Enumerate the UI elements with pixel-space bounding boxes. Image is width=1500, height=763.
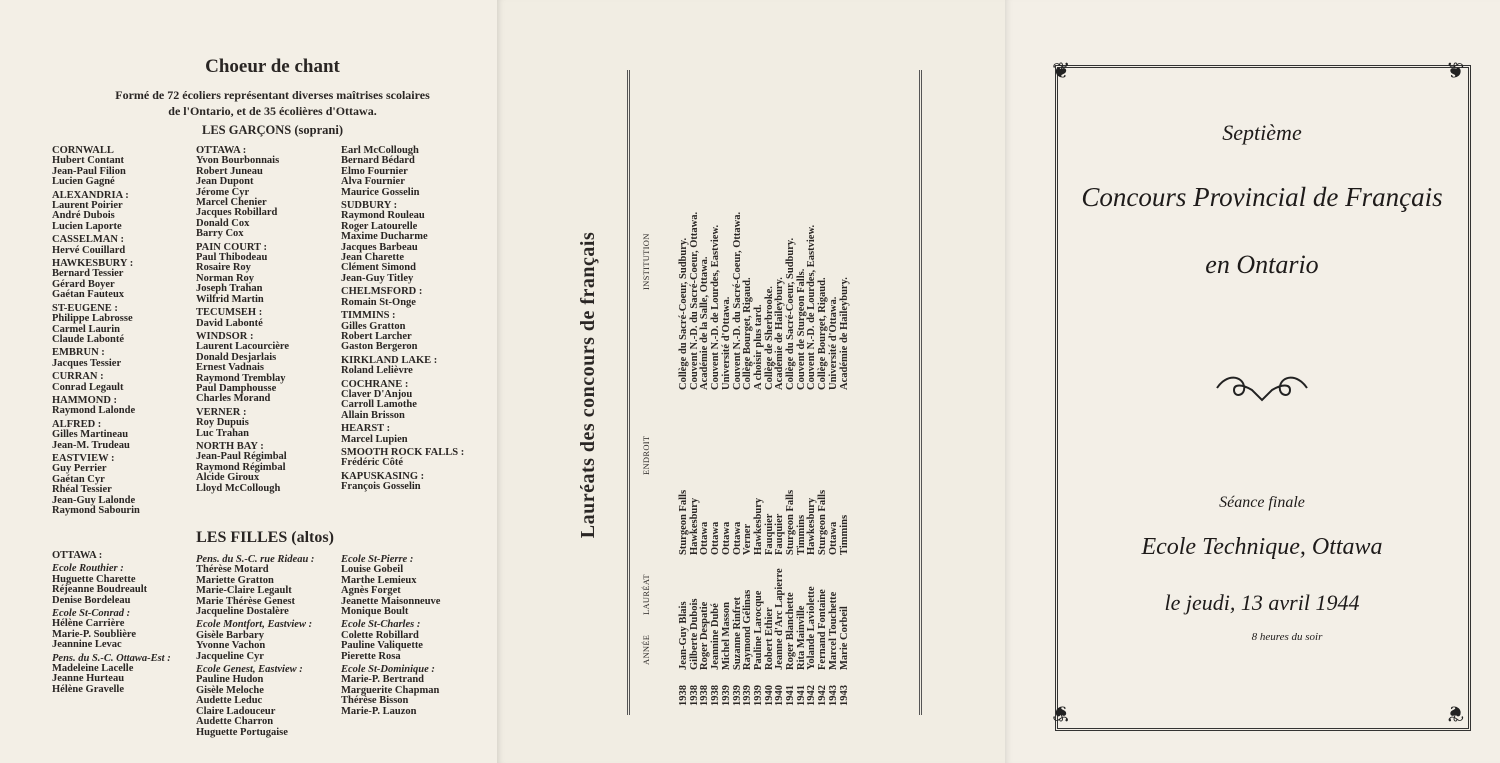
singer-name: Gisèle Barbary	[196, 629, 264, 641]
row-place: Ottawa	[827, 521, 839, 555]
choir-group	[196, 442, 289, 494]
singer-name: Louise Gobeil	[341, 564, 404, 576]
singer-name: Hélène Gravelle	[52, 683, 125, 695]
group-heading: VERNER :	[196, 406, 247, 418]
singer-name: Thérèse Motard	[196, 564, 269, 576]
group-heading: Pens. du S.-C. Ottawa-Est :	[52, 652, 171, 664]
group-heading: Ecole St-Charles :	[341, 619, 421, 631]
row-place: Fauquier	[763, 513, 775, 555]
singer-name: Marguerite Chapman	[341, 684, 440, 696]
singer-name: Ernest Vadnais	[196, 362, 264, 374]
group-heading: COCHRANE :	[341, 378, 409, 390]
singer-name: Jean-Paul Filion	[52, 165, 126, 177]
choir-group	[52, 609, 171, 651]
group-heading: Ecole Routhier :	[52, 563, 124, 575]
table-row	[764, 55, 775, 715]
row-laureate: Roger Blanchette	[785, 592, 796, 670]
group-heading: SMOOTH ROCK FALLS :	[341, 446, 465, 458]
row-institution: Université d'Ottawa.	[827, 296, 839, 390]
row-place: Sturgeon Falls	[678, 489, 689, 555]
choir-group	[341, 555, 440, 617]
choir-title: Choeur de chant	[205, 56, 340, 77]
corner-flourish-icon: ❦	[1446, 701, 1465, 726]
row-laureate: Roger Despatie	[699, 601, 711, 670]
row-institution: Collège du Sacré-Coeur, Sudbury.	[785, 237, 796, 390]
singer-name: Pauline Hudon	[196, 674, 264, 686]
choir-group	[341, 146, 464, 198]
singer-name: Joseph Trahan	[196, 283, 263, 295]
singer-name: Claude Labonté	[52, 333, 125, 345]
singer-name: Roy Dupuis	[196, 417, 249, 429]
row-place: Hawkesbury	[752, 497, 764, 555]
cover-line-3: en Ontario	[1205, 250, 1319, 279]
row-laureate: Yolande Laviolette	[806, 586, 818, 670]
row-institution: Académie de Haileybury.	[774, 277, 786, 390]
singer-name: Charles Morand	[196, 393, 271, 405]
singer-name: Lucien Gagné	[52, 176, 115, 188]
singer-name: Alcide Giroux	[196, 472, 260, 484]
singer-name: Jeanette Maisonneuve	[341, 595, 441, 607]
choir-group	[341, 356, 464, 377]
singer-name: Jean-M. Trudeau	[52, 439, 130, 451]
table-row	[689, 55, 700, 715]
row-laureate: Suzanne Rinfret	[731, 596, 743, 670]
header-place: ENDROIT	[641, 435, 651, 475]
singer-name: Yvonne Vachon	[196, 640, 266, 652]
choir-group	[341, 665, 440, 717]
girls-heading: LES FILLES (altos)	[196, 529, 334, 546]
row-year: 1939	[752, 685, 764, 706]
group-heading: OTTAWA :	[196, 145, 247, 156]
group-heading: ALFRED :	[52, 418, 102, 430]
singer-name: Jean-Guy Titley	[341, 272, 414, 284]
row-year: 1942	[806, 685, 818, 706]
choir-group	[341, 448, 464, 469]
group-heading: TIMMINS :	[341, 310, 396, 322]
choir-subtitle-2: de l'Ontario, et de 35 écolières d'Ottawa.	[168, 104, 377, 118]
singer-name: Bernard Tessier	[52, 268, 124, 280]
group-heading: TECUMSEH :	[196, 307, 263, 319]
singer-name: Madeleine Lacelle	[52, 663, 134, 675]
boys-column-1	[52, 146, 140, 519]
row-institution: Académie de la Salle, Ottawa.	[699, 256, 711, 390]
group-heading: CHELMSFORD :	[341, 286, 423, 298]
singer-name: Jacques Tessier	[52, 357, 122, 369]
singer-name: Laurent Poirier	[52, 200, 123, 212]
singer-name: Jacques Robillard	[196, 207, 278, 219]
singer-name: Clément Simond	[341, 262, 416, 274]
singer-name: David Labonté	[196, 317, 263, 329]
singer-name: Audette Charron	[196, 716, 274, 728]
girls-column-3	[341, 555, 440, 720]
singer-name: Raymond Régimbal	[196, 461, 286, 473]
group-heading: Ecole St-Conrad :	[52, 608, 131, 620]
singer-name: Thérèse Bisson	[341, 695, 409, 707]
row-place: Ottawa	[699, 521, 711, 555]
choir-group	[52, 551, 171, 561]
row-institution: Collège Bourget, Rigaud.	[742, 277, 754, 390]
group-heading: ALEXANDRIA :	[52, 189, 129, 201]
singer-name: Philippe Labrosse	[52, 313, 133, 325]
choir-group	[52, 348, 140, 369]
singer-name: Roland Lelièvre	[341, 365, 413, 377]
event-time: 8 heures du soir	[1251, 631, 1323, 643]
choir-group	[52, 654, 171, 696]
choir-group	[52, 146, 140, 188]
singer-name: Maurice Gosselin	[341, 186, 420, 198]
row-laureate: Robert Ethier	[763, 607, 775, 670]
venue: Ecole Technique, Ottawa	[1141, 534, 1383, 560]
table-row	[721, 55, 732, 715]
row-institution: Université d'Ottawa.	[720, 296, 732, 390]
group-heading: CURRAN :	[52, 371, 104, 383]
group-heading: WINDSOR :	[196, 330, 254, 342]
singer-name: Gaston Bergeron	[341, 341, 418, 353]
choir-group	[52, 191, 140, 233]
row-year: 1941	[785, 685, 796, 706]
singer-name: Audette Leduc	[196, 695, 263, 707]
choir-group	[52, 396, 140, 417]
singer-name: Lloyd McCollough	[196, 482, 281, 494]
choir-group	[52, 259, 140, 301]
singer-name: Robert Juneau	[196, 165, 263, 177]
group-heading: Pens. du S.-C. rue Rideau :	[196, 554, 315, 565]
singer-name: Bernard Bédard	[341, 155, 415, 167]
group-heading: Ecole St-Pierre :	[341, 554, 414, 565]
group-heading: CORNWALL	[52, 145, 114, 156]
corner-flourish-icon: ❦	[1052, 58, 1071, 83]
cover-line-2: Concours Provincial de Français	[1081, 182, 1443, 212]
table-row	[785, 55, 796, 715]
singer-name: Marthe Lemieux	[341, 574, 417, 586]
singer-name: Marie-P. Bertrand	[341, 674, 425, 686]
singer-name: Carroll Lamothe	[341, 399, 417, 411]
row-year: 1943	[838, 685, 850, 706]
row-institution: Couvent de Sturgeon Falls.	[795, 268, 807, 390]
corner-flourish-icon: ❦	[1446, 58, 1465, 83]
row-institution: Couvent N.-D. de Lourdes, Eastview.	[710, 224, 722, 390]
singer-name: Marcel Lupien	[341, 433, 408, 445]
choir-group	[52, 454, 140, 516]
table-row	[817, 55, 828, 715]
row-place: Hawkesbury	[688, 497, 700, 555]
singer-name: Conrad Legault	[52, 381, 124, 393]
table-bottom-rule	[919, 70, 922, 715]
row-place: Sturgeon Falls	[785, 489, 796, 555]
table-row	[796, 55, 807, 715]
choir-group	[341, 472, 464, 493]
singer-name: Jean-Paul Régimbal	[196, 451, 287, 463]
singer-name: Frédéric Côté	[341, 457, 404, 469]
row-laureate: Pauline Larocque	[752, 590, 764, 670]
row-institution: Collège du Sacré-Coeur, Sudbury.	[678, 237, 689, 390]
header-year: ANNÉE	[641, 634, 651, 665]
table-row	[742, 55, 753, 715]
cover-line-1: Septième	[1222, 120, 1302, 145]
girls-column-2	[196, 555, 314, 741]
group-heading: Ecole St-Dominique :	[341, 664, 435, 676]
group-heading: CASSELMAN :	[52, 234, 125, 246]
choir-group	[52, 235, 140, 256]
row-laureate: Michel Masson	[720, 602, 732, 670]
singer-name: Huguette Portugaise	[196, 726, 288, 738]
singer-name: Jacqueline Cyr	[196, 650, 264, 662]
boys-heading: LES GARÇONS (soprani)	[202, 123, 343, 137]
singer-name: Denise Bordeleau	[52, 594, 131, 606]
singer-name: Pauline Valiquette	[341, 640, 423, 652]
group-heading: NORTH BAY :	[196, 440, 264, 452]
row-institution: Académie de Haileybury.	[838, 277, 850, 390]
singer-name: Romain St-Onge	[341, 296, 416, 308]
row-year: 1938	[710, 685, 722, 706]
choir-group	[196, 665, 314, 738]
group-heading: EMBRUN :	[52, 347, 105, 359]
choir-group	[341, 620, 440, 662]
singer-name: Rosaire Roy	[196, 262, 251, 274]
singer-name: Hubert Contant	[52, 155, 125, 167]
singer-name: Paul Thibodeau	[196, 252, 268, 264]
table-row	[678, 55, 689, 715]
choir-group	[341, 287, 464, 308]
choir-group	[196, 408, 289, 439]
table-row	[753, 55, 764, 715]
singer-name: Elmo Fournier	[341, 165, 408, 177]
row-institution: Couvent N.-D. du Sacré-Coeur, Ottawa.	[731, 211, 743, 390]
row-institution: Collège Bourget, Rigaud.	[817, 277, 829, 390]
singer-name: Gaétan Fauteux	[52, 289, 125, 301]
singer-name: Guy Perrier	[52, 463, 107, 475]
singer-name: Marie Thérèse Genest	[196, 595, 295, 607]
singer-name: Jean Dupont	[196, 176, 254, 188]
singer-name: Hélène Carrière	[52, 618, 125, 630]
row-year: 1940	[763, 685, 775, 706]
table-row	[828, 55, 839, 715]
singer-name: Claire Ladouceur	[196, 705, 276, 717]
group-heading: EASTVIEW :	[52, 452, 115, 464]
row-year: 1943	[827, 685, 839, 706]
singer-name: Lucien Laporte	[52, 220, 122, 232]
group-heading: HAWKESBURY :	[52, 258, 134, 270]
singer-name: Marcel Chenier	[196, 197, 267, 209]
group-heading: SUDBURY :	[341, 200, 398, 212]
row-year: 1939	[742, 685, 754, 706]
row-laureate: Gilberte Dubois	[688, 598, 700, 670]
row-institution: Couvent N.-D. de Lourdes, Eastview.	[806, 224, 818, 390]
row-place: Fauquier	[774, 513, 786, 555]
singer-name: François Gosselin	[341, 481, 421, 493]
girls-column-1	[52, 551, 171, 698]
singer-name: Roger Latourelle	[341, 220, 418, 232]
row-place: Verner	[742, 523, 754, 555]
group-heading: Ecole Genest, Eastview :	[196, 664, 303, 676]
header-laureate: LAURÉAT	[641, 574, 651, 615]
singer-name: Maxime Ducharme	[341, 231, 428, 243]
session-label: Séance finale	[1219, 494, 1305, 511]
singer-name: Raymond Lalonde	[52, 405, 136, 417]
choir-group	[341, 380, 464, 422]
header-institution: INSTITUTION	[641, 233, 651, 290]
corner-flourish-icon: ❦	[1052, 701, 1071, 726]
singer-name: Laurent Lacourcière	[196, 341, 290, 353]
singer-name: Gisèle Meloche	[196, 684, 264, 696]
singer-name: Robert Larcher	[341, 330, 412, 342]
row-place: Ottawa	[710, 521, 722, 555]
boys-column-3	[341, 146, 464, 496]
flourish-ornament-icon	[1212, 368, 1312, 408]
row-year: 1942	[817, 685, 829, 706]
singer-name: Wilfrid Martin	[196, 293, 264, 305]
choir-group	[341, 424, 464, 445]
singer-name: Jeannine Levac	[52, 639, 122, 651]
table-row	[732, 55, 743, 715]
row-laureate: Jeanne d'Arc Lapierre	[774, 568, 786, 670]
singer-name: Gilles Gratton	[341, 320, 406, 332]
singer-name: André Dubois	[52, 210, 115, 222]
singer-name: Pierette Rosa	[341, 650, 401, 662]
singer-name: Carmel Laurin	[52, 323, 120, 335]
group-heading: Ecole Montfort, Eastview :	[196, 619, 313, 631]
singer-name: Donald Desjarlais	[196, 351, 277, 363]
boys-column-2	[196, 146, 289, 497]
row-institution: A choisir plus tard.	[752, 304, 764, 390]
choir-group	[196, 146, 289, 240]
table-row	[839, 55, 850, 715]
choir-group	[196, 620, 314, 662]
singer-name: Marie-P. Lauzon	[341, 705, 417, 717]
row-place: Timmins	[838, 514, 850, 555]
row-laureate: Fernand Fontaine	[817, 589, 829, 670]
choir-group	[52, 420, 140, 451]
singer-name: Jérome Cyr	[196, 186, 250, 198]
row-place: Sturgeon Falls	[817, 489, 829, 555]
table-row	[774, 55, 785, 715]
group-heading: KIRKLAND LAKE :	[341, 354, 438, 366]
choir-group	[52, 564, 171, 606]
choir-group	[196, 243, 289, 305]
row-laureate: Jeannine Dubé	[710, 603, 722, 670]
singer-name: Jeanne Hurteau	[52, 673, 125, 685]
row-laureate: Marie Corbeil	[838, 606, 850, 670]
singer-name: Alva Fournier	[341, 176, 405, 188]
table-row	[699, 55, 710, 715]
singer-name: Gérard Boyer	[52, 278, 115, 290]
singer-name: Raymond Sabourin	[52, 505, 140, 516]
row-year: 1939	[731, 685, 743, 706]
choir-group	[52, 372, 140, 393]
singer-name: Agnès Forget	[341, 585, 401, 597]
table-row	[710, 55, 721, 715]
singer-name: Marie-Claire Legault	[196, 585, 292, 597]
singer-name: Allain Brisson	[341, 409, 405, 421]
group-heading: HEARST :	[341, 423, 391, 435]
group-heading: ST-EUGENE :	[52, 302, 118, 314]
row-laureate: Raymond Gélinas	[742, 589, 754, 670]
singer-name: Gilles Martineau	[52, 429, 129, 441]
singer-name: Yvon Bourbonnais	[196, 155, 280, 167]
row-year: 1939	[720, 685, 732, 706]
singer-name: Earl McCollough	[341, 145, 419, 156]
singer-name: Barry Cox	[196, 228, 244, 240]
singer-name: Norman Roy	[196, 272, 255, 284]
event-date: le jeudi, 13 avril 1944	[1164, 590, 1360, 615]
row-institution: Couvent N.-D. du Sacré-Coeur, Ottawa.	[688, 211, 700, 390]
row-laureate: Jean-Guy Blais	[678, 601, 689, 670]
group-heading: KAPUSKASING :	[341, 470, 425, 482]
group-heading: OTTAWA :	[52, 550, 103, 561]
table-row	[806, 55, 817, 715]
singer-name: Jean-Guy Lalonde	[52, 494, 136, 506]
row-year: 1941	[795, 685, 807, 706]
choir-group	[196, 555, 314, 617]
singer-name: Jacques Barbeau	[341, 241, 418, 253]
singer-name: Luc Trahan	[196, 427, 250, 439]
choir-subtitle-1: Formé de 72 écoliers représentant diverses maîtrises scolaires	[115, 88, 430, 102]
row-place: Ottawa	[731, 521, 743, 555]
singer-name: Huguette Charette	[52, 573, 136, 585]
row-year: 1938	[678, 685, 689, 706]
singer-name: Rhéal Tessier	[52, 484, 112, 496]
table-top-rule	[627, 70, 630, 715]
singer-name: Hervé Couillard	[52, 244, 126, 256]
singer-name: Paul Damphousse	[196, 382, 277, 394]
laureates-table	[565, 55, 935, 715]
singer-name: Gaétan Cyr	[52, 473, 105, 485]
singer-name: Monique Boult	[341, 606, 409, 618]
choir-group	[341, 201, 464, 284]
row-year: 1940	[774, 685, 786, 706]
singer-name: Mariette Gratton	[196, 574, 274, 586]
row-laureate: Marcel Touchette	[827, 591, 839, 670]
singer-name: Jean Charette	[341, 252, 405, 264]
row-year: 1938	[688, 685, 700, 706]
singer-name: Jacqueline Dostalère	[196, 606, 289, 618]
row-year: 1938	[699, 685, 711, 706]
choir-group	[52, 304, 140, 346]
choir-group	[341, 311, 464, 353]
singer-name: Donald Cox	[196, 217, 250, 229]
singer-name: Claver D'Anjou	[341, 388, 413, 400]
laureates-title: Lauréats des concours de français	[577, 231, 599, 539]
singer-name: Raymond Rouleau	[341, 210, 425, 222]
group-heading: PAIN COURT :	[196, 241, 267, 253]
row-place: Hawkesbury	[806, 497, 818, 555]
singer-name: Raymond Tremblay	[196, 372, 286, 384]
choir-group	[196, 308, 289, 329]
row-laureate: Rita Mainville	[795, 605, 807, 670]
singer-name: Colette Robillard	[341, 629, 419, 641]
row-place: Timmins	[795, 514, 807, 555]
singer-name: Marie-P. Soublière	[52, 628, 136, 640]
group-heading: HAMMOND :	[52, 394, 118, 406]
row-place: Ottawa	[720, 521, 732, 555]
singer-name: Réjeanne Boudreault	[52, 584, 148, 596]
row-institution: Collège de Sherbrooke.	[763, 286, 775, 390]
choir-group	[196, 332, 289, 405]
